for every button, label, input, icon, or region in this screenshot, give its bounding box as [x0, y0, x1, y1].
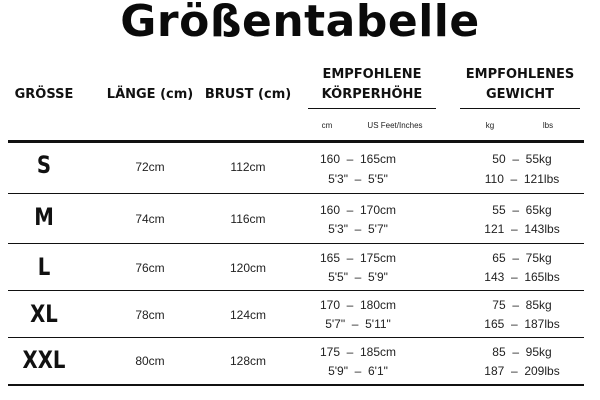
length-cell: 72cm	[135, 160, 165, 174]
height-ft-cell: 5'3" – 5'5"	[328, 172, 388, 186]
height-ft-cell: 5'9" – 6'1"	[328, 364, 388, 378]
height-ft-cell: 5'7" – 5'11"	[325, 317, 391, 331]
size-label: M	[34, 203, 54, 231]
row-divider	[8, 243, 584, 244]
subheader-weight-lbs: lbs	[542, 121, 554, 130]
height-cm-cell: 170 – 180cm	[319, 298, 397, 312]
length-cell: 80cm	[135, 354, 165, 368]
header-weight-line1: EMPFOHLENES	[465, 67, 575, 82]
header-weight-line2: GEWICHT	[485, 87, 554, 102]
header-height-line1: EMPFOHLENE	[322, 67, 422, 82]
height-cm-cell: 165 – 175cm	[319, 251, 397, 265]
row-divider	[8, 193, 584, 194]
row-divider	[8, 337, 584, 338]
page-title: Größentabelle	[120, 0, 480, 47]
size-label: XL	[30, 300, 58, 328]
height-header-underline	[308, 108, 436, 109]
length-cell: 74cm	[135, 212, 165, 226]
header-size: GRÖSSE	[14, 87, 74, 102]
subheader-weight-kg: kg	[485, 121, 495, 130]
size-label: S	[36, 151, 52, 179]
length-cell: 78cm	[135, 308, 165, 322]
weight-kg-cell: 55 – 65kg	[492, 203, 552, 217]
chest-cell: 128cm	[229, 354, 267, 368]
weight-lbs-cell: 143 – 165lbs	[484, 270, 560, 284]
table-top-rule	[8, 140, 584, 143]
size-label: XXL	[22, 346, 66, 374]
header-chest: BRUST (cm)	[204, 87, 292, 102]
size-label: L	[37, 253, 51, 281]
chest-cell: 124cm	[229, 308, 267, 322]
weight-kg-cell: 65 – 75kg	[492, 251, 552, 265]
chest-cell: 120cm	[229, 261, 267, 275]
height-ft-cell: 5'3" – 5'7"	[328, 222, 388, 236]
row-divider	[8, 290, 584, 291]
weight-kg-cell: 50 – 55kg	[492, 152, 552, 166]
weight-lbs-cell: 121 – 143lbs	[484, 222, 560, 236]
weight-lbs-cell: 110 – 121lbs	[484, 172, 560, 186]
header-height-line2: KÖRPERHÖHE	[321, 87, 423, 102]
weight-kg-cell: 75 – 85kg	[492, 298, 552, 312]
subheader-height-us: US Feet/Inches	[367, 121, 423, 130]
height-cm-cell: 160 – 165cm	[319, 152, 397, 166]
weight-header-underline	[460, 108, 580, 109]
chest-cell: 116cm	[230, 212, 266, 226]
height-cm-cell: 175 – 185cm	[319, 345, 397, 359]
weight-lbs-cell: 187 – 209lbs	[484, 364, 560, 378]
chest-cell: 112cm	[230, 160, 266, 174]
height-ft-cell: 5'5" – 5'9"	[328, 270, 388, 284]
height-cm-cell: 160 – 170cm	[319, 203, 397, 217]
subheader-height-cm: cm	[321, 121, 333, 130]
length-cell: 76cm	[135, 261, 165, 275]
header-length: LÄNGE (cm)	[106, 87, 194, 102]
weight-lbs-cell: 165 – 187lbs	[484, 317, 560, 331]
table-bottom-rule	[8, 384, 584, 386]
weight-kg-cell: 85 – 95kg	[492, 345, 552, 359]
